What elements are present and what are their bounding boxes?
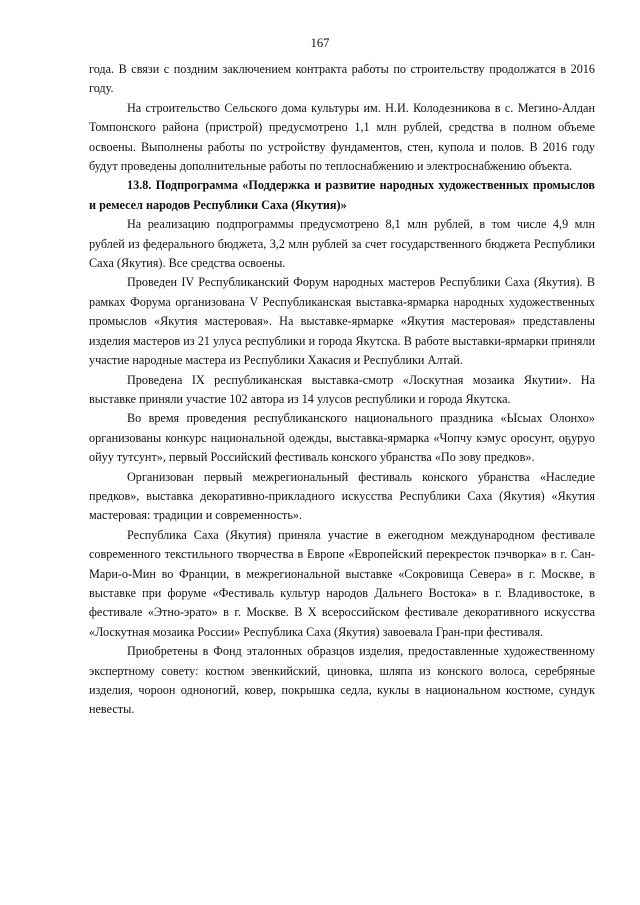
paragraph-interregional-festival: Организован первый межрегиональный фестиваль конского убранства «Наследие предков», выставка декоративно-прикладного искусства Республики Саха (Якутия) «Якутия мастеровая: традиции и современность». [89, 469, 595, 523]
paragraph-construction-continuation: года. В связи с поздним заключением контракта работы по строительству продолжатся в 2016 году. [89, 62, 595, 96]
page-number: 167 [310, 36, 330, 50]
paragraph-house-of-culture: На строительство Сельского дома культуры им. Н.И. Колодезникова в с. Мегино-Алдан Томпонского района (пристрой) предусмотрено 1,1 млн рублей, средства в полном объеме освоены. Выполнены работы по устройству фундаментов, стен, купола и полов. В 2016 году будут проведены дополнительные работы по теплоснабжению и электроснабжению объекта. [89, 100, 595, 174]
section-heading-13-8: 13.8. Подпрограмма «Поддержка и развитие народных художественных промыслов и ремесел народов Республики Саха (Якутия)» [89, 178, 595, 212]
paragraph-patchwork-exhibition: Проведена IX республиканская выставка-смотр «Лоскутная мозаика Якутии». На выставке приняли участие 102 автора из 14 улусов республики и города Якутска. [89, 372, 595, 406]
page-body [89, 60, 595, 720]
paragraph-masters-forum: Проведен IV Республиканский Форум народных мастеров Республики Саха (Якутия). В рамках Форума организована V Республиканская выставка-ярмарка народных художественных промыслов «Якутия мастеровая». На выставке-ярмарке «Якутия мастеровая» представлены изделия мастеров из 21 улуса республики и города Якутска. В работе выставки-ярмарки приняли участие народные мастера из Республики Хакасия и Республики Алтай. [89, 275, 595, 368]
paragraph-reference-fund: Приобретены в Фонд эталонных образцов изделия, предоставленные художественному экспертному совету: костюм эвенкийский, циновка, шляпа из конского волоса, серебряные изделия, чороон одноногий, ковер, покрышка седла, куклы в национальном костюме, сундук невесты. [89, 644, 595, 717]
paragraph-ysyakh-festival: Во время проведения республиканского национального праздника «Ысыах Олонхо» организованы конкурс национальной одежды, выставка-ярмарка «Чопчу кэмус оросунт, оҕуруо ойуу тутсунт», первый Российский фестиваль конского убранства «По зову предков». [89, 411, 595, 465]
paragraph-subprogram-funding: На реализацию подпрограммы предусмотрено 8,1 млн рублей, в том числе 4,9 млн рублей из федерального бюджета, 3,2 млн рублей за счет государственного бюджета Республики Саха (Якутия). Все средства освоены. [89, 217, 595, 271]
paragraph-international-participation: Республика Саха (Якутия) приняла участие в ежегодном международном фестивале современного текстильного творчества в Европе «Европейский перекресток пэчворка» в г. Сан-Мари-о-Мин во Франции, в межрегиональной выставке «Сокровища Севера» в г. Москве, в выставке при форуме «Фестиваль культур народов Дальнего Востока» в г. Владивостоке, в фестивале «Этно-эрато» в г. Москве. В X всероссийском фестивале декоративного искусства «Лоскутная мозаика России» Республика Саха (Якутия) завоевала Гран-при фестиваля. [89, 527, 595, 639]
